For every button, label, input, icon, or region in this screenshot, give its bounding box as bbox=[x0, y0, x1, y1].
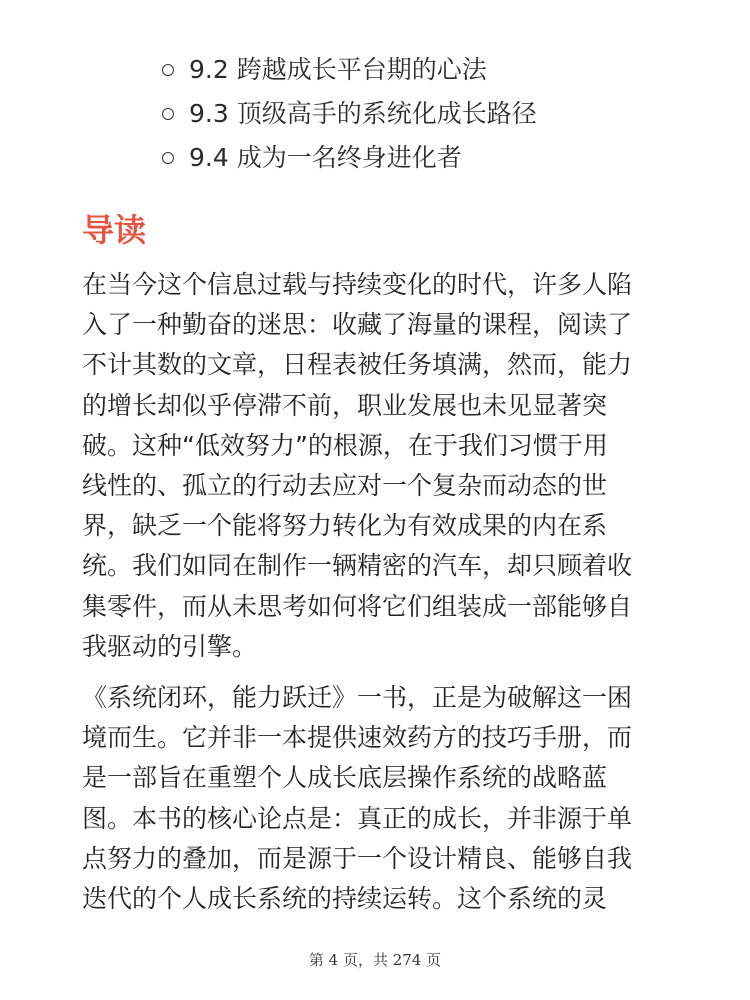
hollow-circle-bullet-icon bbox=[162, 108, 174, 120]
paragraph-line: 入了一种勤奋的迷思：收藏了海量的课程，阅读了 bbox=[82, 310, 633, 340]
intro-paragraph-1 bbox=[82, 265, 682, 667]
paragraph-line: 境而生。它并非一本提供速效药方的技巧手册，而 bbox=[82, 723, 633, 753]
paragraph-line: 破。这种“低效努力”的根源，在于我们习惯于用 bbox=[82, 430, 608, 460]
toc-list bbox=[0, 48, 750, 180]
paragraph-line: 《系统闭环，能力跃迁》一书，正是为破解这一困 bbox=[82, 683, 633, 712]
hollow-circle-bullet-icon bbox=[162, 152, 174, 164]
toc-item-label[interactable]: 9.3 顶级高手的系统化成长路径 bbox=[189, 99, 537, 128]
toc-item[interactable] bbox=[0, 48, 750, 92]
paragraph-line: 集零件，而从未思考如何将它们组装成一部能够自 bbox=[82, 591, 633, 621]
page-number-footer: 第 4 页，共 274 页 bbox=[308, 951, 442, 969]
paragraph-line: 的增长却似乎停滞不前，职业发展也未见显著突 bbox=[82, 390, 608, 420]
paragraph-line: 是一部旨在重塑个人成长底层操作系统的战略蓝 bbox=[82, 763, 608, 793]
toc-item-label[interactable]: 9.2 跨越成长平台期的心法 bbox=[189, 55, 487, 84]
paragraph-line: 迭代的个人成长系统的持续运转。这个系统的灵 bbox=[82, 883, 608, 913]
paragraph-line: 界，缺乏一个能将努力转化为有效成果的内在系 bbox=[82, 511, 608, 541]
paragraph-line: 我驱动的引擎。 bbox=[82, 631, 258, 661]
paragraph-line: 在当今这个信息过载与持续变化的时代，许多人陷 bbox=[82, 270, 633, 299]
paragraph-line: 不计其数的文章，日程表被任务填满，然而，能力 bbox=[82, 350, 633, 380]
toc-item-label[interactable]: 9.4 成为一名终身进化者 bbox=[189, 143, 462, 172]
paragraph-line: 点努力的叠加，而是源于一个设计精良、能够自我 bbox=[82, 843, 633, 873]
toc-item[interactable] bbox=[0, 136, 750, 180]
toc-item[interactable] bbox=[0, 92, 750, 136]
intro-paragraph-2 bbox=[82, 678, 682, 919]
section-heading: 导读 bbox=[82, 211, 147, 249]
hollow-circle-bullet-icon bbox=[162, 64, 174, 76]
paragraph-line: 图。本书的核心论点是：真正的成长，并非源于单 bbox=[82, 803, 633, 833]
paragraph-line: 线性的、孤立的行动去应对一个复杂而动态的世 bbox=[82, 470, 608, 500]
paragraph-line: 统。我们如同在制作一辆精密的汽车，却只顾着收 bbox=[82, 551, 633, 581]
